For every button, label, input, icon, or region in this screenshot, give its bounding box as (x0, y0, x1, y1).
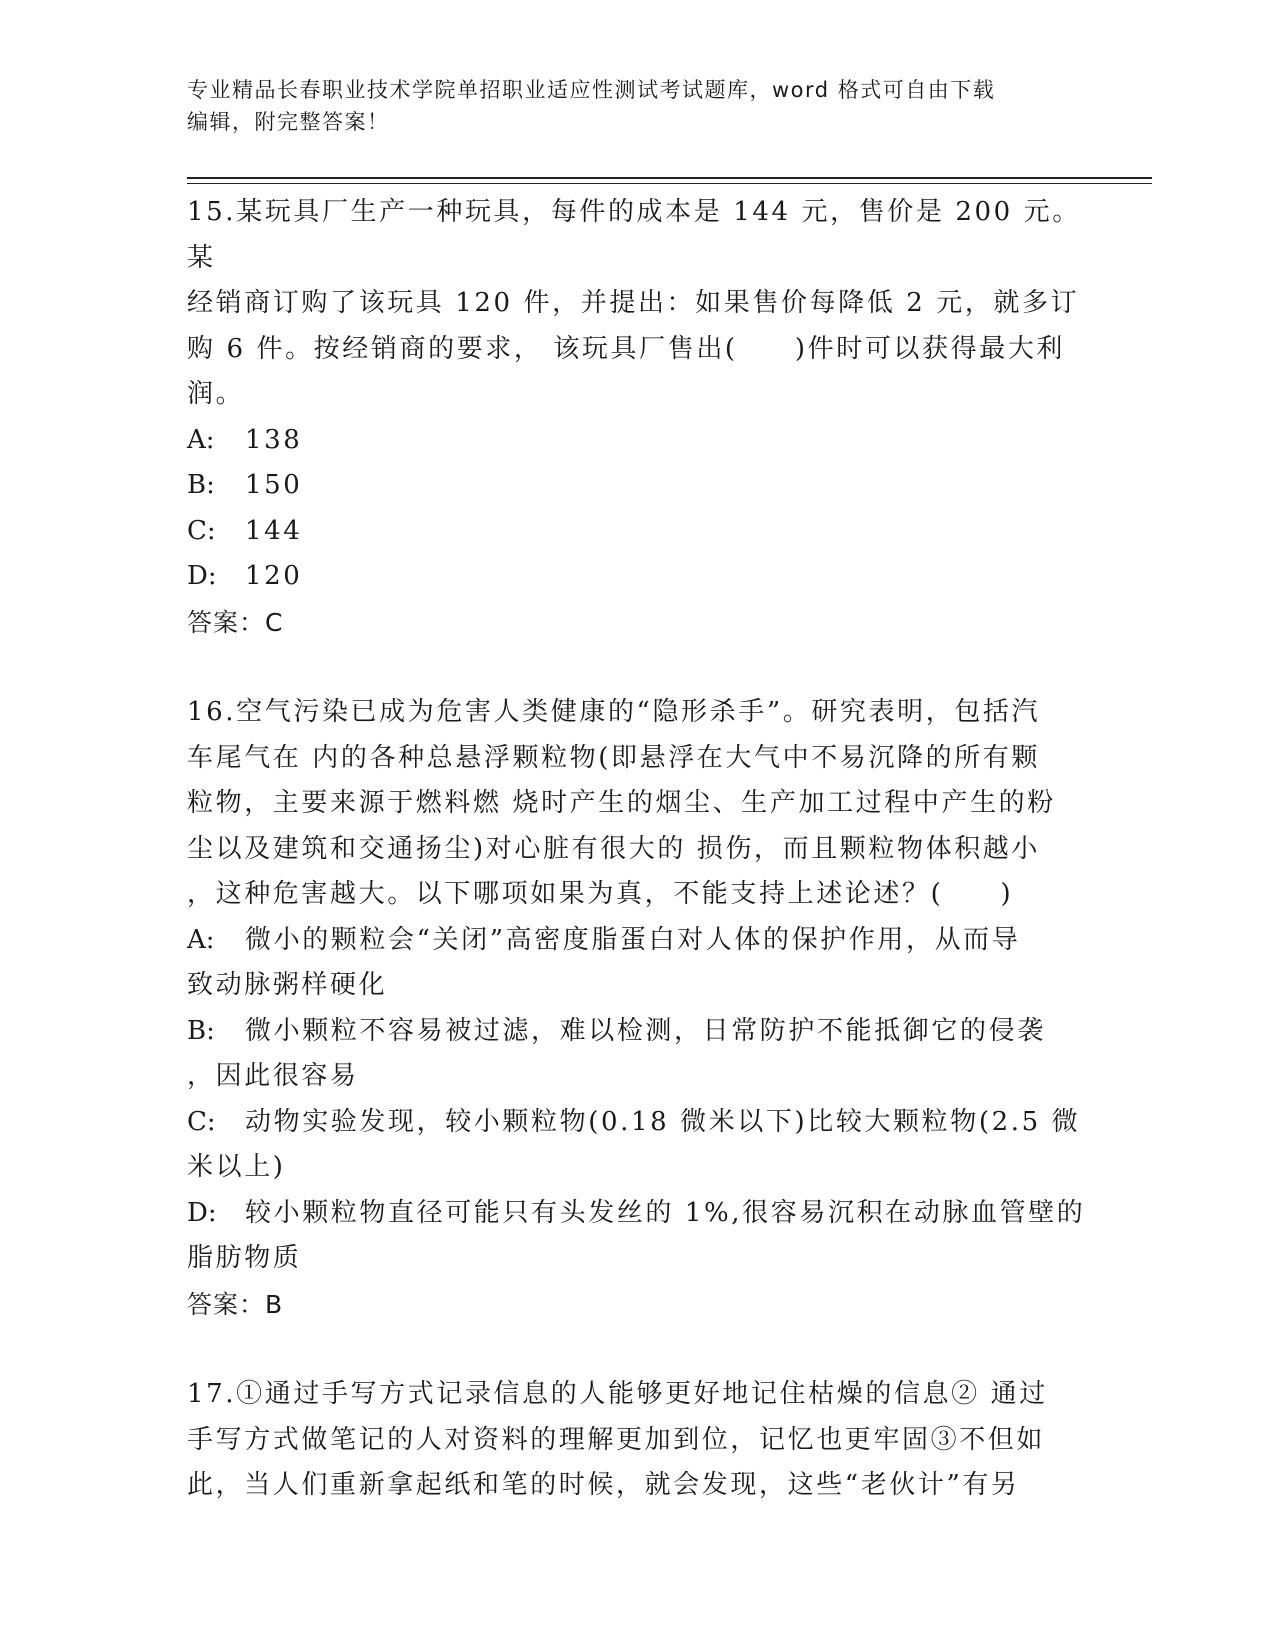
option-text-continued: 米以上) (187, 1152, 286, 1182)
header-line-1: 专业精品长春职业技术学院单招职业适应性测试考试题库，word 格式可自由下载 (187, 78, 996, 102)
option-d (187, 554, 1087, 600)
option-c (187, 1100, 1087, 1191)
option-text-continued: ，因此很容易 (187, 1061, 359, 1091)
stem-line: 粒物，主要来源于燃料燃 烧时产生的烟尘、生产加工过程中产生的粉 (187, 788, 1056, 818)
option-b (187, 1009, 1087, 1100)
stem-line: 经销商订购了该玩具 120 件，并提出：如果售价每降低 2 元，就多订 (187, 288, 1080, 318)
option-text-continued: 脂肪物质 (187, 1243, 302, 1273)
spacer (187, 645, 1087, 690)
question-15 (187, 190, 1087, 645)
option-letter: C: (187, 1106, 216, 1137)
stem-line: 此，当人们重新拿起纸和笔的时候，就会发现，这些“老伙计”有另 (187, 1470, 1020, 1500)
option-text-continued: 致动脉粥样硬化 (187, 970, 388, 1000)
stem-line: 车尾气在 内的各种总悬浮颗粒物(即悬浮在大气中不易沉降的所有颗 (187, 742, 1041, 773)
option-text: 动物实验发现，较小颗粒物(0.18 微米以下)比较大颗粒物(2.5 微 (245, 1106, 1081, 1137)
stem-line: 17.①通过手写方式记录信息的人能够更好地记住枯燥的信息② 通过 (187, 1379, 1048, 1409)
stem-line: 购 6 件。按经销商的要求， 该玩具厂售出( )件时可以获得最大利 (187, 333, 1066, 364)
option-letter: C: (187, 515, 216, 546)
option-text: 144 (245, 515, 303, 546)
option-text: 120 (245, 561, 303, 591)
spacer (187, 1327, 1087, 1372)
option-a (187, 918, 1087, 1009)
option-text: 138 (245, 424, 303, 455)
option-d (187, 1191, 1087, 1282)
option-letter: B: (187, 1015, 215, 1046)
option-b (187, 463, 1087, 509)
question-16 (187, 690, 1087, 1327)
question-list (187, 190, 1087, 1509)
header-rule-thin (187, 183, 1152, 184)
stem-line: 润。 (187, 379, 245, 409)
option-letter: A: (187, 924, 215, 955)
option-letter: D: (187, 561, 217, 591)
question-17 (187, 1372, 1087, 1509)
stem-line: 尘以及建筑和交通扬尘)对心脏有很大的 损伤，而且颗粒物体积越小 (187, 833, 1041, 864)
option-text: 较小颗粒物直径可能只有头发丝的 1%,很容易沉积在动脉血管壁的 (245, 1197, 1086, 1228)
option-a (187, 418, 1087, 464)
stem-line: ，这种危害越大。以下哪项如果为真，不能支持上述论述？( ) (187, 879, 1014, 909)
option-text: 150 (245, 470, 303, 500)
question-stem (187, 690, 1087, 918)
question-stem (187, 1372, 1087, 1509)
stem-line: 15.某玩具厂生产一种玩具，每件的成本是 144 元，售价是 200 元。某 (187, 197, 1081, 273)
stem-line: 16.空气污染已成为危害人类健康的“隐形杀手”。研究表明，包括汽 (187, 697, 1041, 727)
option-text: 微小颗粒不容易被过滤，难以检测，日常防护不能抵御它的侵袭 (245, 1015, 1046, 1046)
option-c (187, 509, 1087, 555)
option-text: 微小的颗粒会“关闭”高密度脂蛋白对人体的保护作用，从而导 (245, 924, 1021, 955)
option-letter: D: (187, 1197, 217, 1228)
header-line-2: 编辑，附完整答案！ (187, 110, 390, 134)
question-stem (187, 190, 1087, 418)
answer-line: 答案：C (187, 607, 284, 637)
option-letter: B: (187, 470, 215, 500)
page-header (187, 74, 1067, 138)
header-rule-thick (187, 177, 1152, 179)
answer-line: 答案：B (187, 1289, 284, 1319)
option-letter: A: (187, 424, 215, 455)
stem-line: 手写方式做笔记的人对资料的理解更加到位，记忆也更牢固③不但如 (187, 1424, 1046, 1455)
